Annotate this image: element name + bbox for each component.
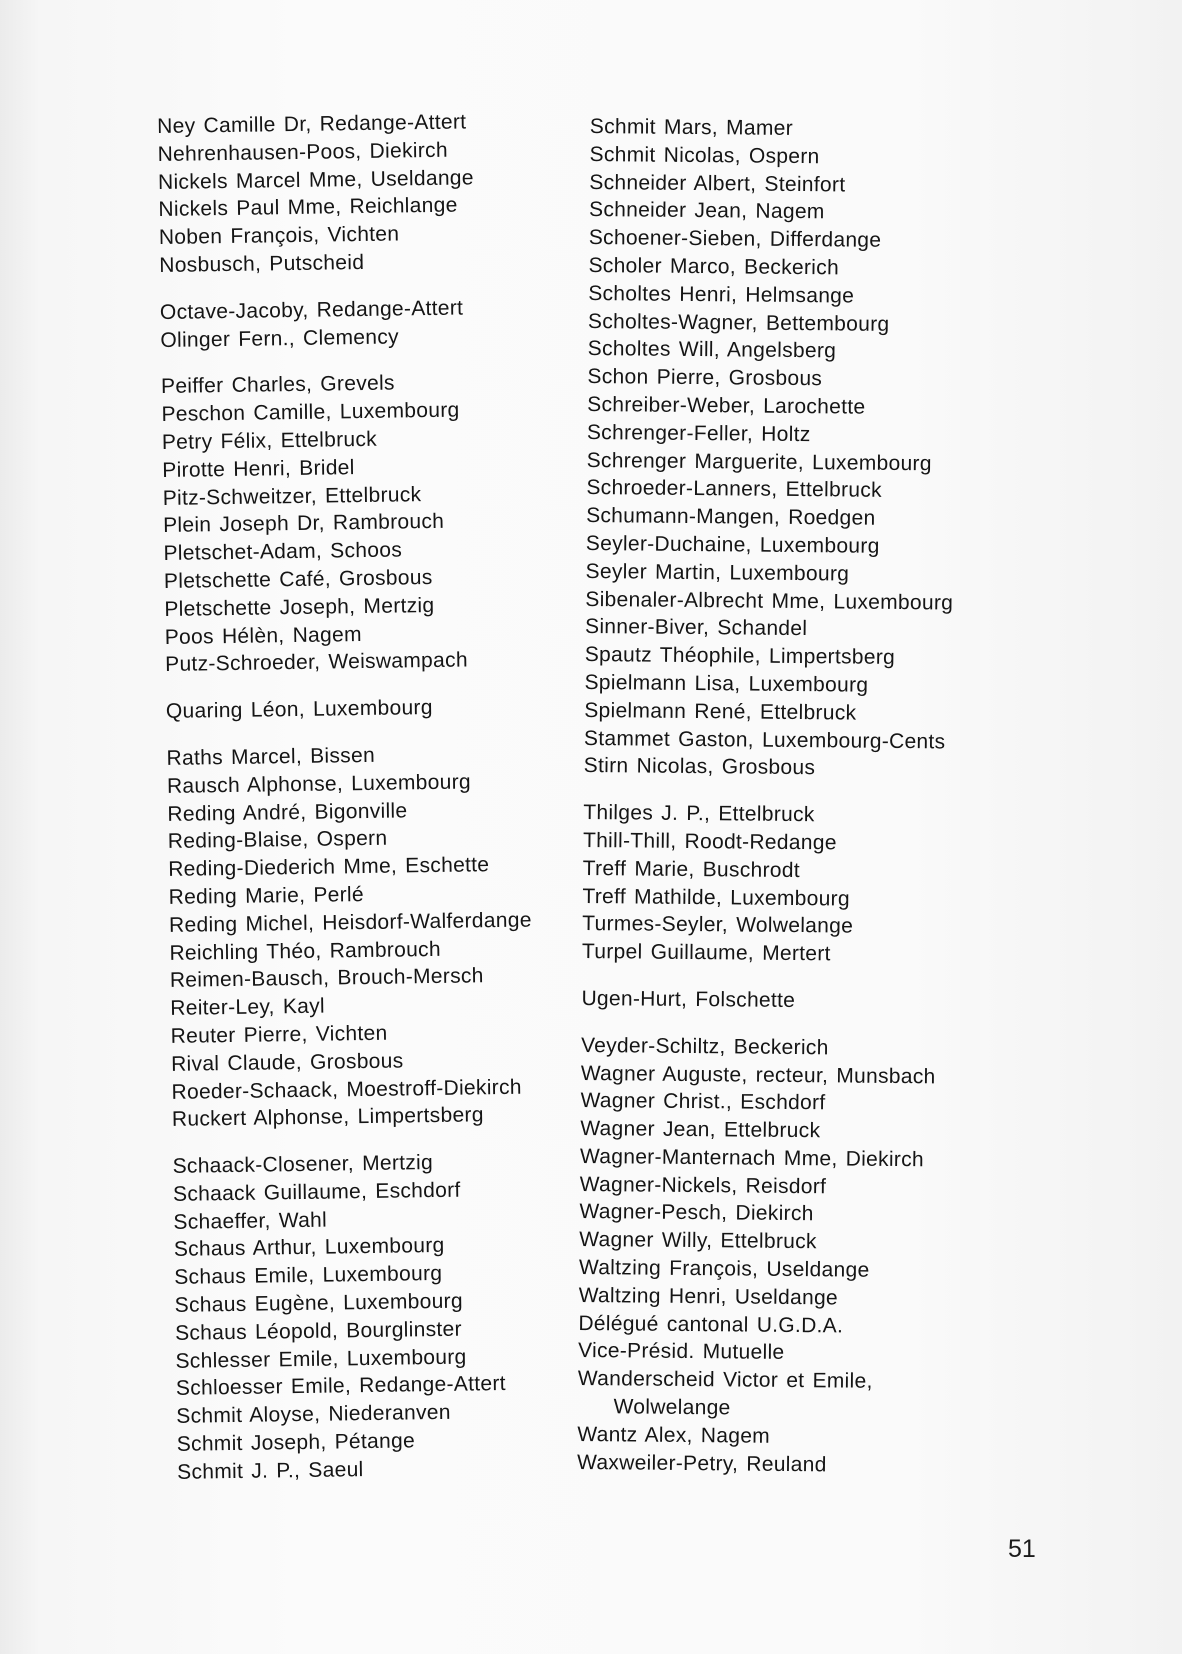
list-entry: Poos Hélèn, Nagem (164, 622, 362, 649)
list-entry: Spielmann Lisa, Luxembourg (584, 670, 869, 697)
list-entry: Wagner-Pesch, Diekirch (579, 1200, 814, 1226)
group-o (160, 293, 581, 355)
list-entry: Nickels Marcel Mme, Useldange (157, 165, 474, 194)
list-entry: Wagner-Nickels, Reisdorf (579, 1172, 827, 1199)
list-entry: Ugen-Hurt, Folschette (581, 986, 796, 1012)
list-entry: Schaeffer, Wahl (173, 1208, 328, 1234)
list-entry: Stammet Gaston, Luxembourg-Cents (583, 726, 946, 753)
list-entry: Reuter Pierre, Vichten (170, 1021, 388, 1048)
list-entry: Waltzing François, Useldange (578, 1256, 870, 1282)
group-r (166, 739, 592, 1134)
list-entry: Schmit Joseph, Pétange (176, 1429, 416, 1456)
list-entry: Wagner Auguste, recteur, Munsbach (580, 1061, 936, 1088)
list-entry: Vice-Présid. Mutuelle (578, 1339, 785, 1365)
list-entry: Petry Félix, Ettelbruck (161, 427, 378, 454)
group-t (582, 799, 1024, 970)
list-entry: Nickels Paul Mme, Reichlange (158, 193, 458, 222)
list-entry: Nehrenhausen-Poos, Diekirch (157, 138, 449, 166)
page-number: 51 (1008, 1535, 1036, 1563)
list-entry: Veyder-Schiltz, Beckerich (580, 1033, 829, 1060)
list-entry: Pletschet-Adam, Schoos (163, 538, 403, 566)
list-entry: Octave-Jacoby, Redange-Attert (159, 296, 464, 324)
list-entry: Turmes-Seyler, Wolwelange (582, 912, 854, 938)
list-entry: Wagner Christ., Eschdorf (580, 1089, 826, 1115)
list-entry: Reding Marie, Perlé (168, 882, 365, 909)
list-entry: Reichling Théo, Rambrouch (169, 937, 442, 965)
list-entry: Schneider Jean, Nagem (588, 198, 825, 224)
list-entry: Scholtes-Wagner, Bettembourg (587, 309, 890, 336)
list-entry: Reimen-Bausch, Brouch-Mersch (169, 964, 484, 993)
list-entry: Schneider Albert, Steinfort (589, 170, 846, 197)
list-entry: Olinger Fern., Clemency (160, 325, 399, 352)
list-entry: Schmit J. P., Saeul (176, 1457, 364, 1484)
list-entry: Spielmann René, Ettelbruck (584, 698, 857, 725)
list-entry: Schon Pierre, Grosbous (587, 365, 823, 391)
list-entry: Scholtes Henri, Helmsange (588, 281, 855, 308)
list-entry: Seyler Martin, Luxembourg (585, 559, 850, 586)
group-s-continued (584, 113, 1030, 784)
list-entry: Sinner-Biver, Schandel (584, 615, 808, 641)
list-entry: Schaus Eugène, Luxembourg (174, 1289, 464, 1317)
list-entry: Turpel Guillaume, Mertert (581, 940, 831, 966)
list-entry: Schaus Léopold, Bourglinster (174, 1317, 462, 1345)
list-entry: Stirn Nicolas, Grosbous (583, 754, 816, 780)
list-entry-continuation: Wolwelange (613, 1395, 731, 1420)
group-p (161, 367, 585, 679)
group-s (172, 1147, 597, 1487)
list-entry: Schaus Arthur, Luxembourg (173, 1234, 445, 1262)
list-entry: Wagner Willy, Ettelbruck (579, 1228, 817, 1254)
list-entry: Schmit Nicolas, Ospern (589, 142, 820, 169)
list-entry: Schloesser Emile, Redange-Attert (175, 1372, 506, 1401)
list-entry: Wanderscheid Victor et Emile, (577, 1367, 873, 1394)
list-entry: Noben François, Vichten (158, 222, 400, 250)
list-entry: Ney Camille Dr, Redange-Attert (157, 110, 467, 138)
list-entry: Rival Claude, Grosbous (170, 1049, 404, 1076)
list-entry: Roeder-Schaack, Moestroff-Diekirch (171, 1075, 522, 1104)
list-entry: Seyler-Duchaine, Luxembourg (585, 531, 880, 558)
list-entry: Scholer Marco, Beckerich (588, 253, 840, 280)
list-entry: Pletschette Joseph, Mertzig (164, 593, 435, 621)
list-entry: Reiter-Ley, Kayl (170, 994, 326, 1021)
group-n (157, 107, 579, 280)
list-entry: Wantz Alex, Nagem (577, 1422, 771, 1448)
list-entry: Schlesser Emile, Luxembourg (175, 1345, 467, 1373)
list-entry: Pitz-Schweitzer, Ettelbruck (162, 482, 422, 510)
list-entry: Treff Mathilde, Luxembourg (582, 884, 851, 911)
right-column (577, 113, 1030, 1500)
list-entry: Pletschette Café, Grosbous (163, 565, 433, 593)
list-entry: Nosbusch, Putscheid (159, 250, 365, 277)
list-entry: Peiffer Charles, Grevels (160, 371, 395, 399)
list-entry: Ruckert Alphonse, Limpertsberg (171, 1103, 484, 1132)
list-entry: Schroeder-Lanners, Ettelbruck (586, 476, 883, 503)
list-entry: Schmit Aloyse, Niederanven (176, 1401, 451, 1429)
list-entry: Quaring Léon, Luxembourg (165, 696, 433, 724)
list-entry: Schrenger-Feller, Holtz (586, 420, 811, 446)
list-entry: Reding André, Bigonville (167, 798, 408, 826)
list-entry: Reding-Diederich Mme, Eschette (168, 853, 490, 882)
list-entry: Thill-Thill, Roodt-Redange (582, 828, 837, 855)
list-entry: Schaus Emile, Luxembourg (174, 1262, 443, 1290)
list-entry: Wagner Jean, Ettelbruck (580, 1117, 821, 1143)
list-entry: Thilges J. P., Ettelbruck (583, 801, 815, 827)
list-entry: Schmit Mars, Mamer (589, 114, 794, 140)
list-entry: Pirotte Henri, Bridel (162, 455, 355, 482)
list-entry: Schrenger Marguerite, Luxembourg (586, 448, 932, 475)
list-entry: Schoener-Sieben, Differdange (588, 226, 882, 252)
list-entry: Délégué cantonal U.G.D.A. (578, 1311, 844, 1338)
list-entry: Waxweiler-Petry, Reuland (576, 1450, 827, 1476)
list-entry: Putz-Schroeder, Weiswampach (165, 648, 469, 677)
list-entry: Scholtes Will, Angelsberg (587, 337, 837, 363)
left-column (157, 107, 598, 1506)
group-v-w (577, 1032, 1021, 1481)
list-entry: Reding-Blaise, Ospern (167, 826, 388, 854)
list-entry: Schaack Guillaume, Eschdorf (172, 1178, 461, 1206)
list-entry: Peschon Camille, Luxembourg (161, 398, 460, 427)
list-entry: Treff Marie, Buschrodt (582, 856, 801, 882)
list-entry: Schaack-Closener, Mertzig (172, 1151, 434, 1178)
list-entry: Wagner-Manternach Mme, Diekirch (579, 1144, 925, 1172)
list-entry: Schumann-Mangen, Roedgen (586, 504, 876, 530)
group-q (166, 692, 586, 726)
list-entry: Raths Marcel, Bissen (166, 743, 376, 770)
list-entry: Reding Michel, Heisdorf-Walferdange (168, 908, 532, 937)
group-u (581, 985, 1021, 1017)
list-entry: Waltzing Henri, Useldange (578, 1283, 839, 1310)
list-entry: Rausch Alphonse, Luxembourg (166, 770, 472, 798)
list-entry: Schreiber-Weber, Larochette (587, 392, 866, 419)
list-entry: Spautz Théophile, Limpertsberg (584, 643, 896, 670)
list-entry: Sibenaler-Albrecht Mme, Luxembourg (585, 587, 954, 615)
list-entry: Plein Joseph Dr, Rambrouch (162, 510, 445, 538)
